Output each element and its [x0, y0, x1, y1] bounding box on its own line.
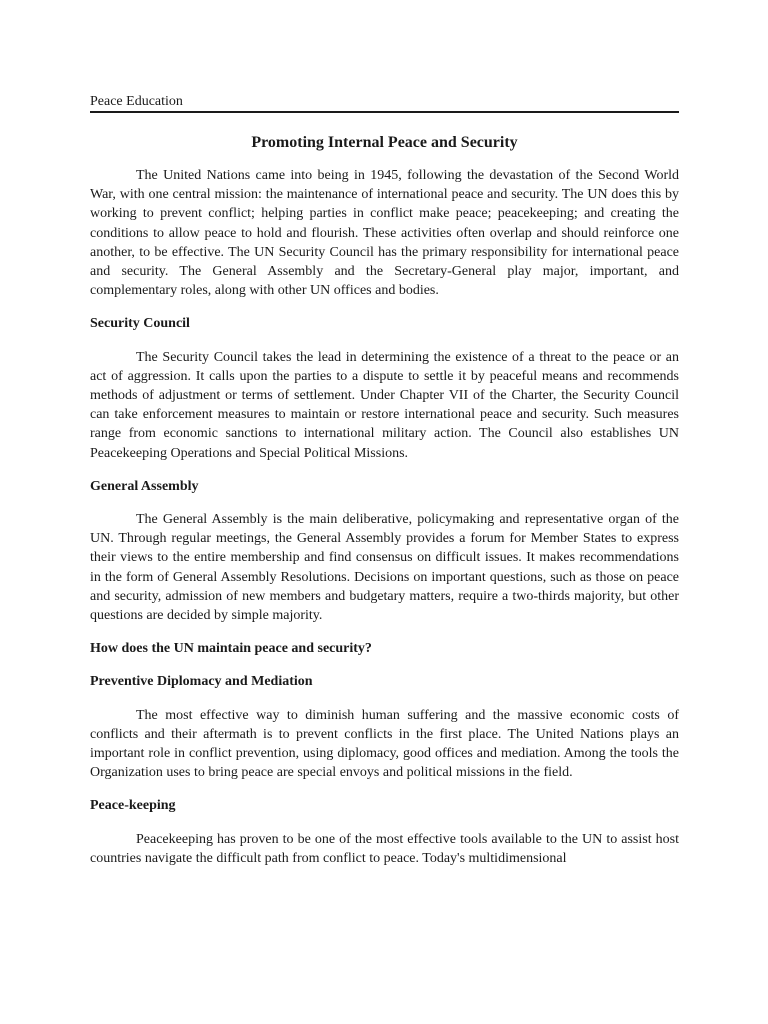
general-assembly-paragraph: The General Assembly is the main deliberative, policymaking and representative organ of the UN. Through regular meetings, the General Assembly provides a forum for Member States to express their views to the entire membership and find consensus on difficult issues. It makes recommendations in the form of General Assembly Resolutions. Decisions on important questions, such as those on peace and security, admission of new members and budgetary matters, require a two-thirds majority, but other questions are decided by simple majority. [90, 512, 679, 624]
document-title: Promoting Internal Peace and Security [251, 134, 518, 151]
peacekeeping-heading: Peace-keeping [90, 798, 176, 814]
peacekeeping-paragraph: Peacekeeping has proven to be one of the most effective tools available to the UN to assist host countries navigate the difficult path from conflict to peace. Today's multidimensional [90, 831, 679, 866]
running-header: Peace Education [90, 94, 679, 113]
preventive-diplomacy-heading: Preventive Diplomacy and Mediation [90, 674, 313, 690]
security-council-heading: Security Council [90, 316, 190, 332]
how-un-maintains-peace-heading: How does the UN maintain peace and security? [90, 641, 372, 657]
intro-paragraph: The United Nations came into being in 1945, following the devastation of the Second World War, with one central mission: the maintenance of international peace and security. The UN does this by working to prevent conflict; helping parties in conflict make peace; peacekeeping; and creating the conditions to allow peace to hold and flourish. These activities often overlap and should reinforce one another, to be effective. The UN Security Council has the primary responsibility for international peace and security. The General Assembly and the Secretary-General play major, important, and complementary roles, along with other UN offices and bodies. [90, 168, 679, 299]
general-assembly-heading: General Assembly [90, 478, 199, 494]
preventive-diplomacy-paragraph: The most effective way to diminish human suffering and the massive economic costs of conflicts and their aftermath is to prevent conflicts in the first place. The United Nations plays an important role in conflict prevention, using diplomacy, good offices and mediation. Among the tools the Organization uses to bring peace are special envoys and political missions in the field. [90, 707, 679, 781]
security-council-paragraph: The Security Council takes the lead in determining the existence of a threat to the peace or an act of aggression. It calls upon the parties to a dispute to settle it by peaceful means and recommends methods of adjustment or terms of settlement. Under Chapter VII of the Charter, the Security Council can take enforcement measures to maintain or restore international peace and security. Such measures range from economic sanctions to international military action. The Council also establishes UN Peacekeeping Operations and Special Political Missions. [90, 349, 679, 461]
document-body [90, 133, 679, 882]
